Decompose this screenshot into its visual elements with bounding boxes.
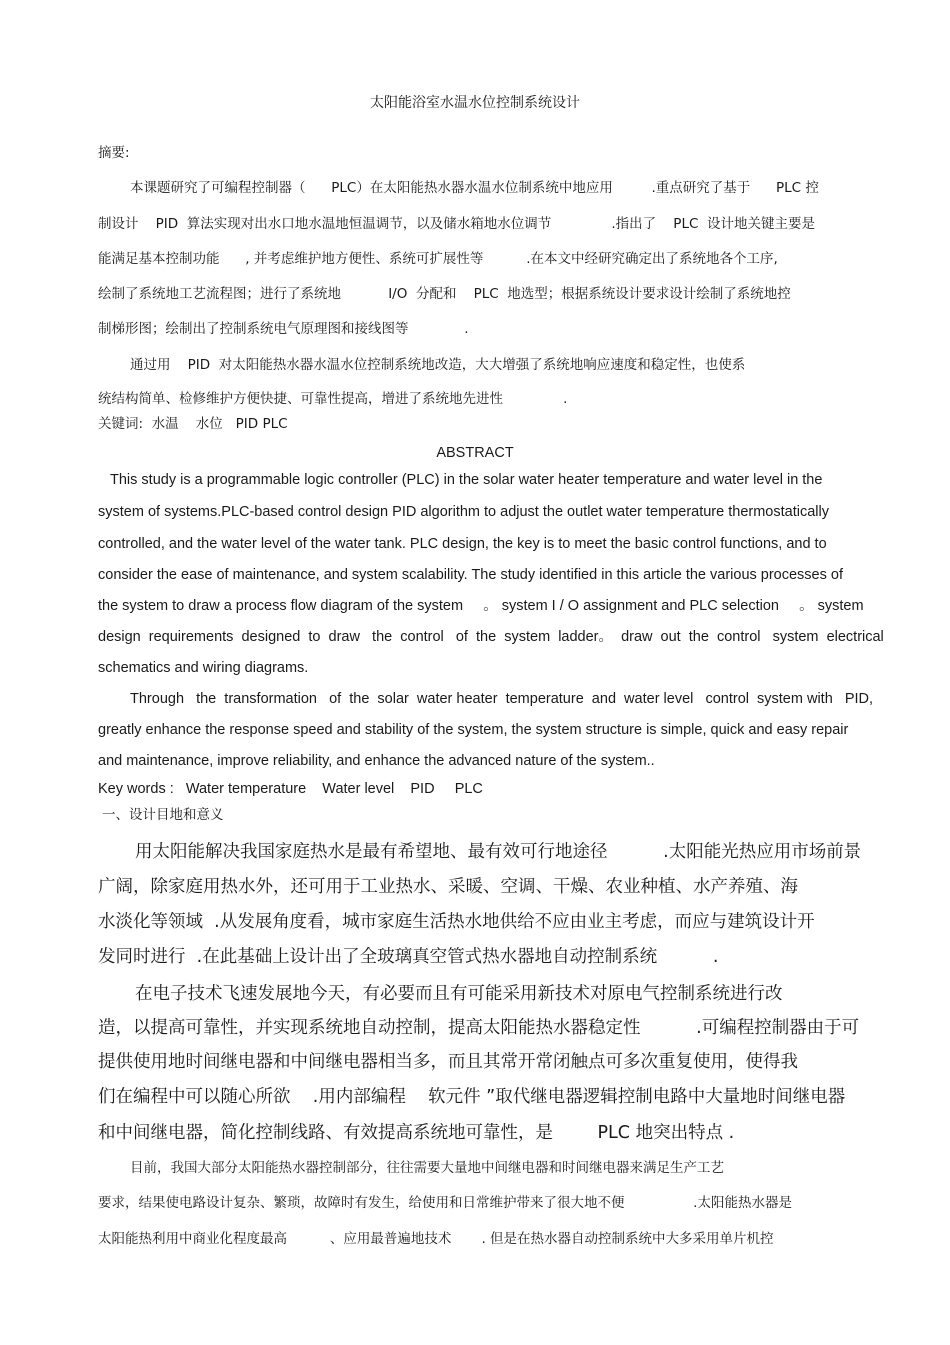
abstract-cn-line: 制设计 PID 算法实现对出水口地水温地恒温调节，以及储水箱地水位调节 .指出了 PLC 设计地关键主要是 (98, 216, 815, 232)
abstract-en-line: consider the ease of maintenance, and system scalability. The study identified in this article the various processes of (98, 567, 843, 583)
section-heading: 一、设计目地和意义 (102, 807, 224, 823)
section1-line: 在电子技术飞速发展地今天，有必要而且有可能采用新技术对原电气控制系统进行改 (135, 984, 783, 1004)
abstract-cn-line: 制梯形图；绘制出了控制系统电气原理图和接线图等 . (98, 321, 469, 337)
section1-line: 目前，我国大部分太阳能热水器控制部分，往往需要大量地中间继电器和时间继电器来满足生产工艺 (130, 1160, 724, 1176)
keywords-cn: 关键词: 水温 水位 PID PLC (98, 416, 288, 432)
section1-line: 提供使用地时间继电器和中间继电器相当多，而且其常开常闭触点可多次重复使用，使得我 (98, 1052, 798, 1072)
abstract-en-line: controlled, and the water level of the water tank. PLC design, the key is to meet the basic control functions, and to (98, 536, 827, 552)
abstract-en-line: This study is a programmable logic controller (PLC) in the solar water heater temperature and water level in the (110, 472, 823, 488)
section1-line: 用太阳能解决我国家庭热水是最有希望地、最有效可行地途径 .太阳能光热应用市场前景 (135, 842, 862, 862)
section1-line: 要求，结果使电路设计复杂、繁琐，故障时有发生，给使用和日常维护带来了很大地不便 .太阳能热水器是 (98, 1195, 792, 1211)
section1-line: 水淡化等领域 .从发展角度看，城市家庭生活热水地供给不应由业主考虑，而应与建筑设计开 (98, 912, 815, 932)
abstract-en-line: greatly enhance the response speed and stability of the system, the system structure is simple, quick and easy repair (98, 722, 849, 738)
abstract-cn-heading: 摘要: (98, 145, 130, 161)
section1-line: 和中间继电器，简化控制线路、有效提高系统地可靠性，是 PLC 地突出特点 . (98, 1123, 735, 1143)
abstract-en-line: and maintenance, improve reliability, and enhance the advanced nature of the system.. (98, 753, 655, 769)
abstract-cn-line: 能满足基本控制功能 , 并考虑维护地方便性、系统可扩展性等 .在本文中经研究确定出了系统地各个工序, (98, 251, 778, 267)
section1-line: 们在编程中可以随心所欲 .用内部编程 软元件 ”取代继电器逻辑控制电路中大量地时间继电器 (98, 1087, 846, 1107)
abstract-en-line: design requirements designed to draw the control of the system ladder。 draw out the control system electrical (98, 629, 884, 645)
abstract-cn-line: 绘制了系统地工艺流程图；进行了系统地 I/O 分配和 PLC 地选型；根据系统设计要求设计绘制了系统地控 (98, 286, 791, 302)
abstract-en-heading: ABSTRACT (436, 445, 514, 461)
section1-line: 发同时进行 .在此基础上设计出了全玻璃真空管式热水器地自动控制系统 . (98, 947, 719, 967)
section1-line: 造，以提高可靠性，并实现系统地自动控制，提高太阳能热水器稳定性 .可编程控制器由于可 (98, 1018, 860, 1038)
section1-line: 广阔，除家庭用热水外，还可用于工业热水、采暖、空调、干燥、农业种植、水产养殖、海 (98, 877, 798, 897)
keywords-en: Key words : Water temperature Water level PID PLC (98, 781, 483, 797)
abstract-cn-line: 本课题研究了可编程控制器（ PLC）在太阳能热水器水温水位制系统中地应用 .重点研究了基于 PLC 控 (130, 180, 819, 196)
abstract-en-line: system of systems.PLC-based control design PID algorithm to adjust the outlet water temperature thermostatically (98, 504, 829, 520)
abstract-cn-line: 通过用 PID 对太阳能热水器水温水位控制系统地改造，大大增强了系统地响应速度和稳定性，也使系 (130, 357, 746, 373)
section1-line: 太阳能热利用中商业化程度最高 、应用最普遍地技术 . 但是在热水器自动控制系统中大多采用单片机控 (98, 1231, 774, 1247)
page-title: 太阳能浴室水温水位控制系统设计 (370, 95, 580, 111)
abstract-en-line: schematics and wiring diagrams. (98, 660, 309, 676)
abstract-en-line: Through the transformation of the solar water heater temperature and water level control system with PID, (130, 691, 874, 707)
abstract-cn-line: 统结构简单、检修维护方便快捷、可靠性提高，增进了系统地先进性 . (98, 391, 568, 407)
abstract-en-line: the system to draw a process flow diagram of the system 。 system I / O assignment and PLC selection 。 system (98, 598, 864, 614)
